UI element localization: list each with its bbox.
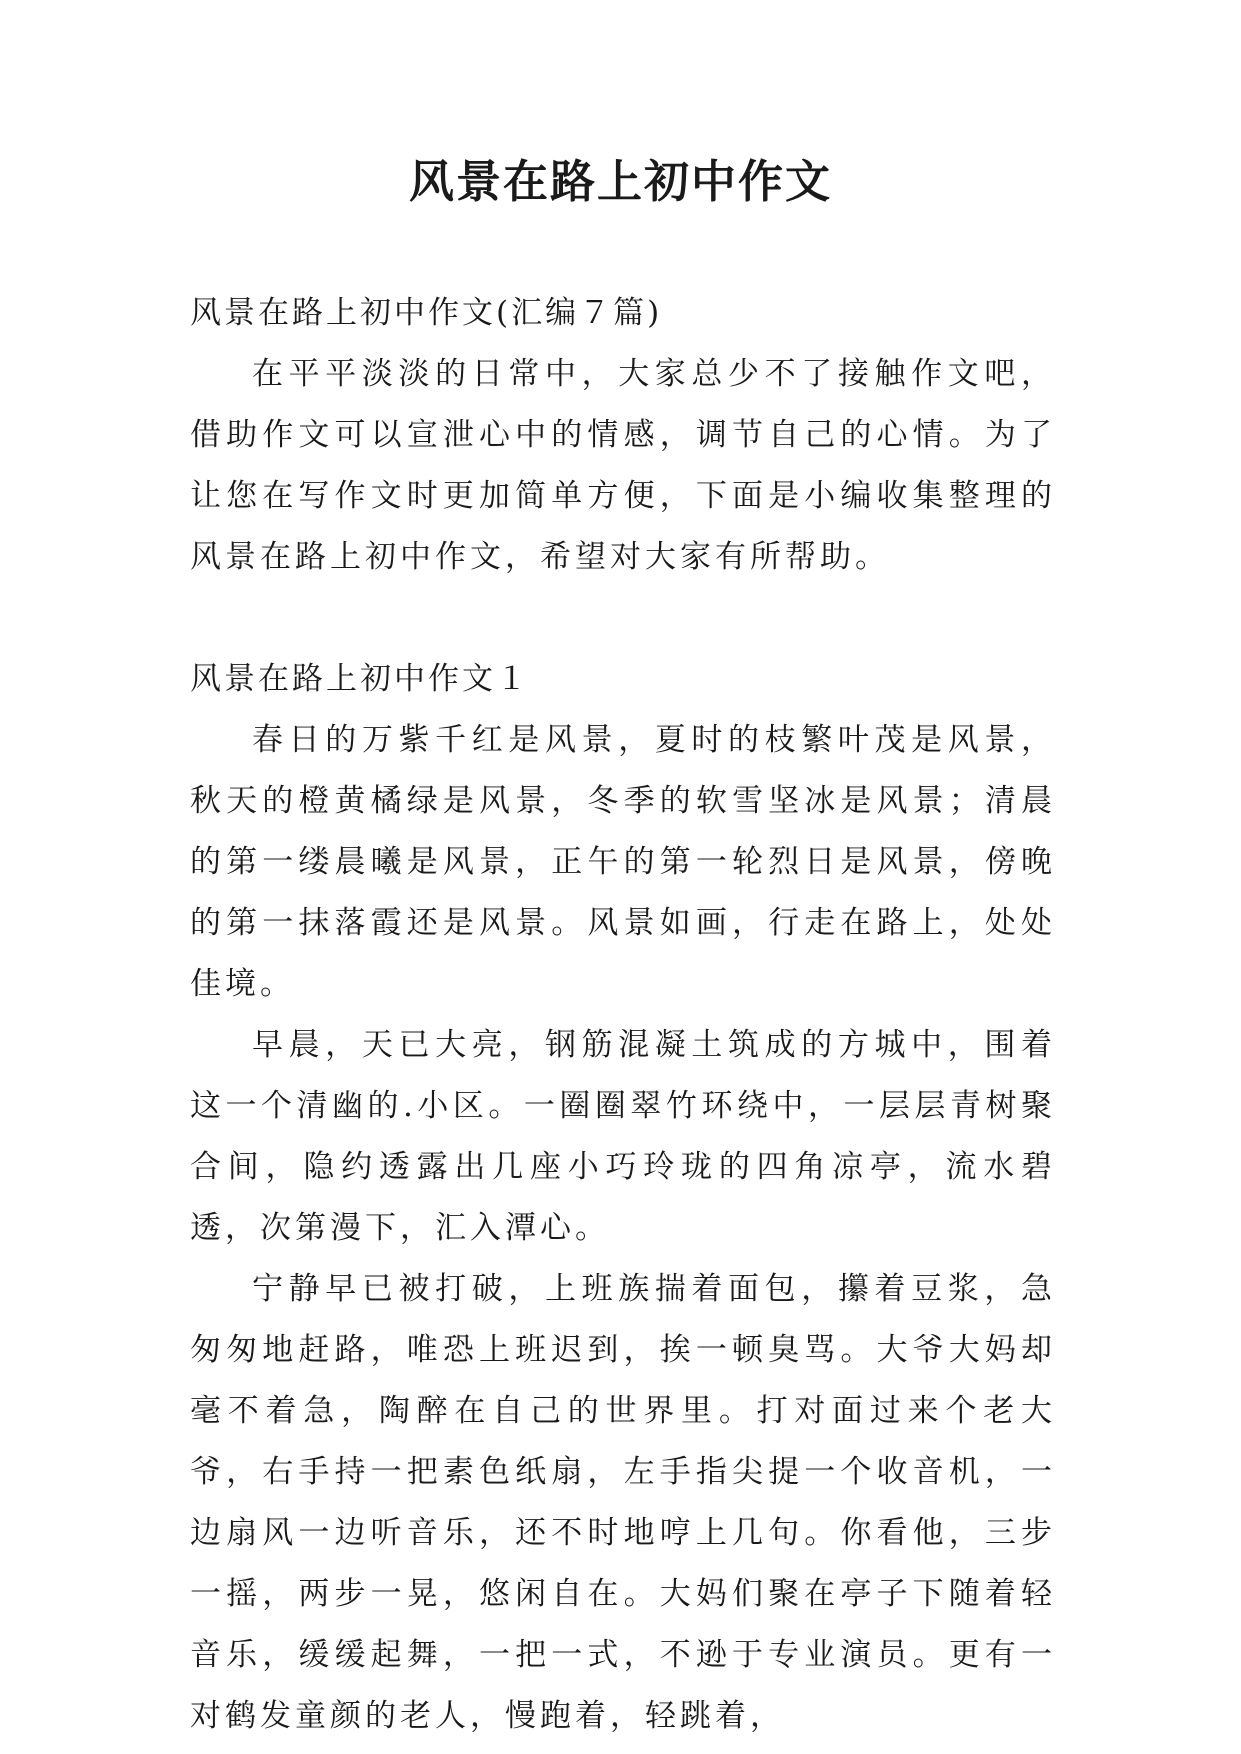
document-body — [190, 283, 1056, 1747]
document-subtitle: 风景在路上初中作文(汇编７篇) — [190, 295, 663, 331]
body-paragraph: 宁静早已被打破，上班族揣着面包，攥着豆浆，急匆匆地赶路，唯恐上班迟到，挨一顿臭骂。大爷大妈却毫不着急，陶醉在自己的世界里。打对面过来个老大爷，右手持一把素色纸扇，左手指尖提一个收音机，一边扇风一边听音乐，还不时地哼上几句。你看他，三步一摇，两步一晃，悠闲自在。大妈们聚在亭子下随着轻音乐，缓缓起舞，一把一式，不逊于专业演员。更有一对鹤发童颜的老人，慢跑着，轻跳着， — [190, 1271, 1056, 1734]
body-paragraph: 春日的万紫千红是风景，夏时的枝繁叶茂是风景，秋天的橙黄橘绿是风景，冬季的软雪坚冰是风景；清晨的第一缕晨曦是风景，正午的第一轮烈日是风景，傍晚的第一抹落霞还是风景。风景如画，行走在路上，处处佳境。 — [190, 722, 1056, 1002]
paragraph-gap — [190, 588, 1056, 649]
section-heading: 风景在路上初中作文１ — [190, 661, 530, 697]
body-paragraph: 早晨，天已大亮，钢筋混凝土筑成的方城中，围着这一个清幽的.小区。一圈圈翠竹环绕中，一层层青树聚合间，隐约透露出几座小巧玲珑的四角凉亭，流水碧透，次第漫下，汇入潭心。 — [190, 1027, 1056, 1246]
document-title: 风景在路上初中作文 — [408, 155, 832, 208]
intro-paragraph: 在平平淡淡的日常中，大家总少不了接触作文吧，借助作文可以宣泄心中的情感，调节自己的心情。为了让您在写作文时更加简单方便，下面是小编收集整理的风景在路上初中作文，希望对大家有所帮助。 — [190, 356, 1056, 575]
